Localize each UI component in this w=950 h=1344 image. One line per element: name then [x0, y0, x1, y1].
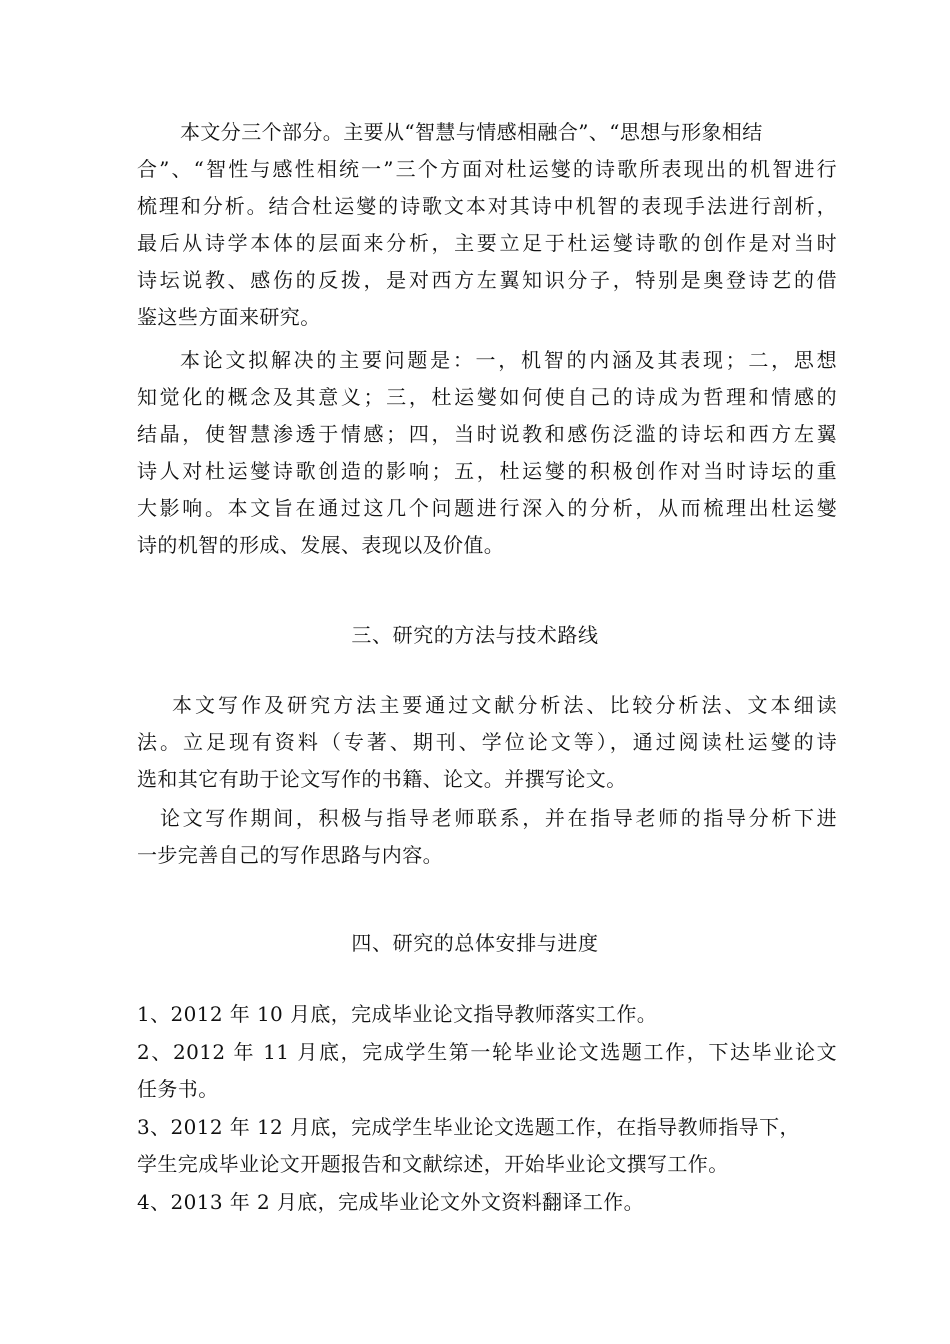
schedule-item-4: 4、2013 年 2 月底，完成毕业论文外文资料翻译工作。 [137, 1190, 645, 1214]
schedule-item-3-continued: 学生完成毕业论文开题报告和文献综述，开始毕业论文撰写工作。 [137, 1152, 729, 1176]
paragraph-3-line-1: 本文写作及研究方法主要通过文献分析法、比较分析法、文本细读 [172, 693, 837, 717]
schedule-item-2-continued: 任务书。 [137, 1077, 219, 1101]
schedule-item-3: 3、2012 年 12 月底，完成学生毕业论文选题工作，在指导教师指导下， [137, 1115, 800, 1139]
paragraph-1-line-1: 本文分三个部分。主要从“智慧与情感相融合”、“思想与形象相结 [180, 120, 763, 144]
paragraph-1-line-4: 最后从诗学本体的层面来分析，主要立足于杜运燮诗歌的创作是对当时 [137, 231, 837, 255]
schedule-item-2: 2、2012 年 11 月底，完成学生第一轮毕业论文选题工作，下达毕业论文 [137, 1040, 837, 1064]
paragraph-1-line-5: 诗坛说教、感伤的反拨，是对西方左翼知识分子，特别是奥登诗艺的借 [137, 268, 837, 292]
section-4-heading: 四、研究的总体安排与进度 [351, 931, 599, 955]
paragraph-2-line-3: 结晶，使智慧渗透于情感；四，当时说教和感伤泛滥的诗坛和西方左翼 [137, 422, 837, 446]
paragraph-1-line-6: 鉴这些方面来研究。 [137, 305, 321, 329]
paragraph-4-line-1: 论文写作期间，积极与指导老师联系，并在指导老师的指导分析下进 [160, 806, 837, 830]
schedule-item-1: 1、2012 年 10 月底，完成毕业论文指导教师落实工作。 [137, 1002, 658, 1026]
paragraph-4-line-2: 一步完善自己的写作思路与内容。 [137, 843, 443, 867]
paragraph-2-line-5: 大影响。本文旨在通过这几个问题进行深入的分析，从而梳理出杜运燮 [137, 496, 837, 520]
paragraph-2-line-1: 本论文拟解决的主要问题是：一，机智的内涵及其表现；二，思想 [180, 348, 837, 372]
paragraph-2-line-6: 诗的机智的形成、发展、表现以及价值。 [137, 533, 505, 557]
paragraph-3-line-2: 法。立足现有资料（专著、期刊、学位论文等），通过阅读杜运燮的诗 [137, 730, 837, 754]
paragraph-2-line-2: 知觉化的概念及其意义；三，杜运燮如何使自己的诗成为哲理和情感的 [137, 385, 837, 409]
section-3-heading: 三、研究的方法与技术路线 [351, 623, 599, 647]
paragraph-2-line-4: 诗人对杜运燮诗歌创造的影响；五，杜运燮的积极创作对当时诗坛的重 [137, 459, 837, 483]
paragraph-1-line-3: 梳理和分析。结合杜运燮的诗歌文本对其诗中机智的表现手法进行剖析， [137, 194, 837, 218]
paragraph-1-line-2: 合”、“智性与感性相统一”三个方面对杜运燮的诗歌所表现出的机智进行 [137, 157, 837, 181]
paragraph-3-line-3: 选和其它有助于论文写作的书籍、论文。并撰写论文。 [137, 767, 627, 791]
